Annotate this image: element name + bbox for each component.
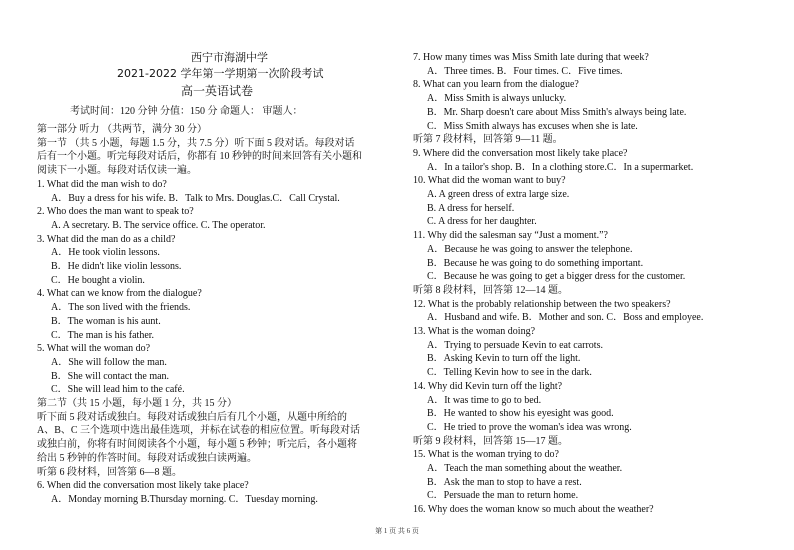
right-line: C．Telling Kevin how to see in the dark. [427, 367, 592, 379]
right-line: 16. Why does the woman know so much about the weather? [413, 504, 654, 516]
right-line: 听第 7 段材料，回答第 9—11 题。 [413, 134, 563, 146]
right-line: C．He tried to prove the woman's idea was wrong. [427, 421, 632, 433]
right-line: C．Persuade the man to return home. [427, 490, 579, 502]
right-line: A．It was time to go to bed. [427, 394, 542, 406]
right-line: C. A dress for her daughter. [427, 216, 537, 228]
left-line: 或独白前，你将有时间阅读各个小题，每小题 5 秒钟；听完后，各小题将 [37, 439, 357, 451]
right-line: 7. How many times was Miss Smith late during that week? [413, 52, 649, 63]
left-line: A．She will follow the man. [51, 356, 167, 368]
right-line: 12. What is the probably relationship between the two speakers? [413, 298, 671, 310]
left-line: B．She will contact the man. [51, 370, 170, 382]
left-line: B．The woman is his aunt. [51, 315, 161, 327]
left-line: A．Buy a dress for his wife. B．Talk to Mrs. Douglas.C．Call Crystal. [51, 192, 340, 204]
right-line: 14. Why did Kevin turn off the light? [413, 380, 563, 392]
paper-title: 高一英语试卷 [181, 84, 254, 98]
left-line: 后有一个小题。听完每段对话后，你都有 10 秒钟的时间来回答有关小题和 [37, 151, 362, 163]
left-line: C．The man is his father. [51, 329, 155, 341]
right-line: 15. What is the woman trying to do? [413, 449, 559, 461]
right-line: B．Ask the man to stop to have a rest. [427, 476, 582, 488]
page-footer: 第 1 页 共 6 页 [375, 527, 419, 535]
right-line: C．Because he was going to get a bigger dress for the customer. [427, 271, 686, 283]
right-line: 听第 8 段材料，回答第 12—14 题。 [413, 284, 568, 296]
left-line: 4. What can we know from the dialogue? [37, 288, 202, 300]
left-line: 6. When did the conversation most likely take place? [37, 480, 249, 492]
left-line: 阅读下一小题。每段对话仅读一遍。 [37, 165, 197, 177]
left-line: 第一节 （共 5 小题，每题 1.5 分，共 7.5 分）听下面 5 段对话。每段对话 [37, 137, 355, 149]
right-line: A. A green dress of extra large size. [427, 189, 570, 200]
right-line: B．He wanted to show his eyesight was good. [427, 408, 614, 420]
left-line: A．The son lived with the friends. [51, 302, 191, 314]
right-line: 13. What is the woman doing? [413, 326, 536, 337]
right-line: B. A dress for herself. [427, 202, 515, 214]
left-line: A、B、C 三个选项中选出最佳选项，并标在试卷的相应位置。听每段对话 [37, 425, 361, 437]
right-line: 10. What did the woman want to buy? [413, 175, 566, 187]
right-line: 8. What can you learn from the dialogue? [413, 79, 579, 91]
left-line: C．He bought a violin. [51, 274, 145, 286]
right-line: A．In a tailor's shop. B．In a clothing store.C．In a supermarket. [427, 161, 694, 173]
right-line: B．Because he was going to do something important. [427, 257, 644, 269]
left-line: 2. Who does the man want to speak to? [37, 206, 194, 218]
exam-info: 考试时间：120 分钟 分值：150 分 命题人： 审题人： [70, 106, 303, 117]
left-line: 听第 6 段材料，回答第 6—8 题。 [37, 466, 182, 478]
left-line: 3. What did the man do as a child? [37, 233, 176, 245]
right-line: 9. Where did the conversation most likely take place? [413, 147, 628, 159]
left-line: 第二节（共 15 小题，每小题 1 分，共 15 分） [37, 398, 237, 409]
left-line: 给出 5 秒钟的作答时间。每段对话或独白读两遍。 [37, 452, 257, 464]
right-line: B．Mr. Sharp doesn't care about Miss Smith's always being late. [427, 106, 687, 118]
left-line: C．She will lead him to the café. [51, 384, 185, 396]
left-line: A．Monday morning B.Thursday morning. C．Tuesday morning. [51, 493, 318, 505]
right-line: 听第 9 段材料，回答第 15—17 题。 [413, 435, 568, 447]
right-line: C．Miss Smith always has excuses when she is late. [427, 120, 638, 132]
left-line: 听下面 5 段对话或独白。每段对话或独白后有几个小题，从题中所给的 [37, 411, 347, 423]
right-line: 11. Why did the salesman say “Just a moment.”? [413, 230, 608, 242]
right-line: B．Asking Kevin to turn off the light. [427, 353, 581, 365]
right-line: A．Three times. B．Four times. C．Five times. [427, 65, 623, 77]
exam-term: 2021-2022 学年第一学期第一次阶段考试 [117, 67, 324, 80]
left-line: A．He took violin lessons. [51, 247, 160, 259]
left-line: 5. What will the woman do? [37, 343, 151, 355]
right-line: A．Trying to persuade Kevin to eat carrots. [427, 339, 603, 351]
left-line: 1. What did the man wish to do? [37, 178, 167, 190]
school-name: 西宁市海湖中学 [191, 51, 268, 64]
left-line: A. A secretary. B. The service office. C. The operator. [51, 219, 266, 231]
right-line: A．Miss Smith is always unlucky. [427, 93, 567, 105]
left-line: 第一部分 听力 （共两节，满分 30 分） [37, 124, 207, 135]
right-line: A．Husband and wife. B．Mother and son. C．Boss and employee. [427, 312, 704, 324]
right-line: A．Teach the man something about the weather. [427, 463, 623, 474]
right-line: A．Because he was going to answer the telephone. [427, 243, 633, 255]
left-line: B．He didn't like violin lessons. [51, 261, 182, 272]
